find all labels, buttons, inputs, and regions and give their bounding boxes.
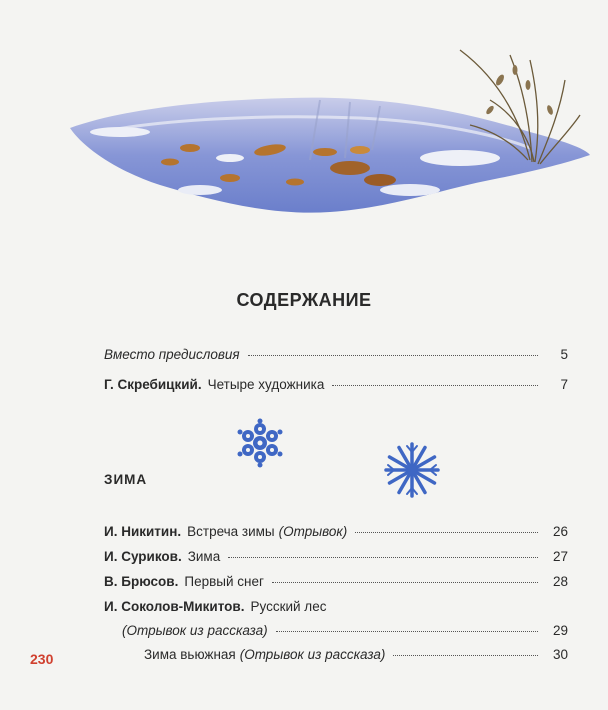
toc-entry-page: 5	[560, 347, 568, 362]
toc-entry[interactable]	[104, 524, 568, 539]
page-number: 230	[30, 651, 54, 667]
toc-entry[interactable]	[104, 377, 568, 392]
toc-entry-author: В. Брюсов.	[104, 574, 179, 589]
toc-entry-note: (Отрывок из рассказа)	[239, 647, 386, 662]
toc-entry-page: 26	[552, 524, 568, 539]
toc-entry-title: Русский лес	[250, 599, 327, 614]
toc-entry-author: Г. Скребицкий.	[104, 377, 202, 392]
dot-leader	[228, 556, 538, 558]
contents-heading: СОДЕРЖАНИЕ	[236, 290, 372, 310]
frozen-pond-illustration	[60, 40, 600, 240]
toc-entry-title: Зима	[187, 549, 221, 564]
toc-entry[interactable]	[104, 347, 568, 362]
toc-entry-page: 30	[552, 647, 568, 662]
toc-entry-author: И. Никитин.	[104, 524, 182, 539]
toc-entry-title: Первый снег	[184, 574, 264, 589]
toc-entry-author: И. Суриков.	[104, 549, 182, 564]
toc-entry-title: Четыре художника	[207, 377, 325, 392]
toc-entry-note: (Отрывок из рассказа)	[122, 623, 268, 638]
toc-entry-page: 28	[552, 574, 568, 589]
toc-entry-title: Зима вьюжная	[144, 647, 236, 662]
section-title: ЗИМА	[104, 472, 148, 487]
dot-leader	[393, 654, 538, 656]
toc-entry-page: 7	[560, 377, 568, 392]
toc-entry-note: (Отрывок)	[278, 524, 348, 539]
toc-entry-page: 27	[552, 549, 568, 564]
snowflake-icon	[232, 418, 288, 468]
dot-leader	[355, 531, 538, 533]
dot-leader	[332, 384, 538, 386]
snowflake-icon	[382, 440, 442, 500]
dot-leader	[272, 581, 538, 583]
toc-entry-title: Встреча зимы	[187, 524, 275, 539]
toc-entry-continuation[interactable]	[122, 623, 568, 638]
toc-entry[interactable]	[104, 599, 568, 614]
toc-entry[interactable]	[144, 647, 568, 662]
dot-leader	[248, 354, 538, 356]
toc-entry-author: И. Соколов-Микитов.	[104, 599, 245, 614]
dot-leader	[276, 630, 538, 632]
toc-entry-title: Вместо предисловия	[104, 347, 240, 362]
toc-entry[interactable]	[104, 574, 568, 589]
toc-entry[interactable]	[104, 549, 568, 564]
toc-entry-page: 29	[552, 623, 568, 638]
